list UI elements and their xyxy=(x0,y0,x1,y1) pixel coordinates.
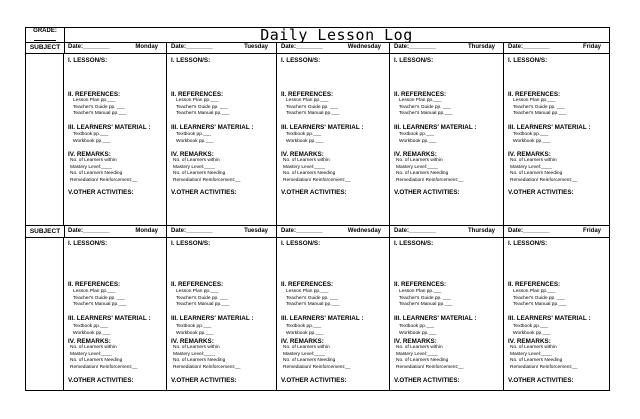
learners-material-heading: III. LEARNERS' MATERIAL : xyxy=(508,315,591,322)
remarks-list[interactable] xyxy=(70,158,137,184)
subject-label: SUBJECT xyxy=(26,226,65,237)
other-activities-heading: V.OTHER ACTIVITIES: xyxy=(508,377,574,384)
remarks-list-item: No. of Learners within xyxy=(396,158,443,163)
references-list-item: Teacher's Guide pp. ___ xyxy=(399,295,451,301)
learners-material-heading: III. LEARNERS' MATERIAL : xyxy=(281,315,364,322)
remarks-list-item: No. of Learners within xyxy=(396,345,443,350)
remarks-list-item: Mastery Level:____ xyxy=(173,351,215,357)
day-columns xyxy=(26,237,609,390)
day-column-friday xyxy=(504,237,609,390)
references-list-item: Teacher's Manual pp.___ xyxy=(513,302,567,307)
remarks-list-item: No. of Learners Needing xyxy=(396,358,449,363)
remarks-list-item: No. of Learners within xyxy=(510,345,557,350)
remarks-heading: IV. REMARKS: xyxy=(281,151,324,158)
references-list-item: Lesson Plan pp.___ xyxy=(399,98,442,103)
references-list-item: Teacher's Manual pp.___ xyxy=(176,111,230,116)
references-list-item: Teacher's Guide pp. ___ xyxy=(513,295,565,301)
remarks-list[interactable] xyxy=(70,345,137,371)
remarks-list[interactable] xyxy=(510,158,577,184)
remarks-heading: IV. REMARKS: xyxy=(508,151,551,158)
week-block-2 xyxy=(26,225,609,391)
remarks-list-item: No. of Learners within xyxy=(173,158,220,163)
date-cell-thursday[interactable] xyxy=(390,42,504,53)
materials-list-item: Workbook pp.___ xyxy=(399,330,437,336)
learners-material-heading: III. LEARNERS' MATERIAL : xyxy=(68,124,151,131)
remarks-list-item: No. of Learners within xyxy=(283,158,330,163)
materials-list-item: Workbook pp.___ xyxy=(513,138,551,144)
remarks-list-item: Mastery Level:____ xyxy=(283,164,325,170)
references-list[interactable] xyxy=(399,289,452,309)
references-list[interactable] xyxy=(399,98,452,118)
materials-list-item: Workbook pp.___ xyxy=(286,138,324,144)
references-list-item: Teacher's Guide pp. ___ xyxy=(176,295,228,301)
references-list[interactable] xyxy=(513,98,566,118)
materials-list-item: Textbook pp.___ xyxy=(399,324,435,329)
remarks-list-item: No. of Learners Needing xyxy=(283,171,336,176)
materials-list[interactable] xyxy=(513,324,551,337)
references-list[interactable] xyxy=(286,98,339,118)
date-cell-thursday[interactable] xyxy=(390,226,504,237)
grade-label: GRADE: xyxy=(33,28,57,34)
remarks-list[interactable] xyxy=(396,158,463,184)
date-cell-wednesday[interactable] xyxy=(277,226,390,237)
remarks-heading: IV. REMARKS: xyxy=(394,151,437,158)
lesson-heading: I. LESSON/S: xyxy=(508,57,548,64)
remarks-list-item: Remediation/ Reinforcement:__ xyxy=(510,364,578,370)
other-activities-heading: V.OTHER ACTIVITIES: xyxy=(171,377,237,384)
date-field-label: Date:________ xyxy=(68,44,110,50)
date-field-label: Date:________ xyxy=(508,228,550,234)
references-list-item: Lesson Plan pp.___ xyxy=(286,289,329,294)
lesson-heading: I. LESSON/S: xyxy=(171,57,211,64)
materials-list-item: Workbook pp.___ xyxy=(73,138,111,144)
remarks-heading: IV. REMARKS: xyxy=(68,151,111,158)
other-activities-heading: V.OTHER ACTIVITIES: xyxy=(508,189,574,196)
remarks-list-item: No. of Learners within xyxy=(70,158,117,163)
references-list[interactable] xyxy=(73,98,126,118)
references-list-item: Lesson Plan pp.___ xyxy=(399,289,442,294)
remarks-list[interactable] xyxy=(510,345,577,371)
references-heading: II. REFERENCES: xyxy=(281,91,334,98)
date-cell-monday[interactable] xyxy=(64,226,167,237)
day-column-thursday xyxy=(390,53,504,225)
references-list[interactable] xyxy=(176,289,229,309)
remarks-heading: IV. REMARKS: xyxy=(171,338,214,345)
day-column-wednesday xyxy=(277,53,390,225)
materials-list-item: Textbook pp.___ xyxy=(513,324,549,329)
references-list-item: Lesson Plan pp.___ xyxy=(176,98,219,103)
references-list-item: Teacher's Manual pp.___ xyxy=(286,111,340,116)
remarks-list-item: Mastery Level:____ xyxy=(173,164,215,170)
remarks-list[interactable] xyxy=(173,158,240,184)
learners-material-heading: III. LEARNERS' MATERIAL : xyxy=(68,315,151,322)
references-heading: II. REFERENCES: xyxy=(171,91,224,98)
other-activities-heading: V.OTHER ACTIVITIES: xyxy=(394,189,460,196)
day-column-tuesday xyxy=(167,53,277,225)
materials-list[interactable] xyxy=(73,324,111,337)
remarks-list-item: Remediation/ Reinforcement:__ xyxy=(396,364,464,370)
day-column-friday xyxy=(504,53,609,225)
lesson-heading: I. LESSON/S: xyxy=(281,57,321,64)
materials-list-item: Workbook pp.___ xyxy=(176,330,214,336)
other-activities-heading: V.OTHER ACTIVITIES: xyxy=(68,377,134,384)
lesson-heading: I. LESSON/S: xyxy=(68,57,108,64)
references-list-item: Teacher's Manual pp.___ xyxy=(73,111,127,116)
materials-list[interactable] xyxy=(176,324,214,337)
learners-material-heading: III. LEARNERS' MATERIAL : xyxy=(281,124,364,131)
references-heading: II. REFERENCES: xyxy=(171,281,224,288)
day-column-monday xyxy=(64,237,167,390)
week-block-1 xyxy=(26,42,609,225)
remarks-list-item: No. of Learners Needing xyxy=(283,358,336,363)
references-heading: II. REFERENCES: xyxy=(394,281,447,288)
date-cell-wednesday[interactable] xyxy=(277,42,390,53)
learners-material-heading: III. LEARNERS' MATERIAL : xyxy=(394,124,477,131)
learners-material-heading: III. LEARNERS' MATERIAL : xyxy=(394,315,477,322)
materials-list[interactable] xyxy=(513,132,551,145)
remarks-list-item: Remediation/ Reinforcement:__ xyxy=(283,364,351,370)
learners-material-heading: III. LEARNERS' MATERIAL : xyxy=(508,124,591,131)
remarks-list-item: No. of Learners within xyxy=(510,158,557,163)
remarks-list-item: No. of Learners Needing xyxy=(173,171,226,176)
day-column-tuesday xyxy=(167,237,277,390)
subject-column[interactable] xyxy=(26,237,64,390)
date-field-label: Date:________ xyxy=(281,228,323,234)
date-field-label: Date:________ xyxy=(394,44,436,50)
references-heading: II. REFERENCES: xyxy=(68,91,121,98)
materials-list[interactable] xyxy=(286,324,324,337)
references-list[interactable] xyxy=(73,289,126,309)
references-list-item: Teacher's Guide pp. ___ xyxy=(513,104,565,110)
materials-list[interactable] xyxy=(399,132,437,145)
date-field-label: Date:________ xyxy=(68,228,110,234)
references-list-item: Lesson Plan pp.___ xyxy=(73,98,116,103)
materials-list-item: Textbook pp.___ xyxy=(286,324,322,329)
day-columns xyxy=(26,53,609,225)
day-name: Wednesday xyxy=(347,44,381,50)
date-cell-friday[interactable] xyxy=(504,42,609,53)
references-list-item: Teacher's Manual pp.___ xyxy=(286,302,340,307)
date-cell-friday[interactable] xyxy=(504,226,609,237)
date-field-label: Date:________ xyxy=(508,44,550,50)
remarks-list-item: No. of Learners Needing xyxy=(510,171,563,176)
day-name: Friday xyxy=(582,44,601,50)
references-list-item: Teacher's Guide pp. ___ xyxy=(73,295,125,301)
day-name: Monday xyxy=(135,228,158,234)
page-title: Daily Lesson Log xyxy=(260,26,413,44)
remarks-list-item: No. of Learners Needing xyxy=(510,358,563,363)
other-activities-heading: V.OTHER ACTIVITIES: xyxy=(394,377,460,384)
references-list-item: Teacher's Guide pp. ___ xyxy=(399,104,451,110)
day-name: Monday xyxy=(135,44,158,50)
references-list-item: Teacher's Manual pp.___ xyxy=(399,111,453,116)
learners-material-heading: III. LEARNERS' MATERIAL : xyxy=(171,124,254,131)
references-heading: II. REFERENCES: xyxy=(68,281,121,288)
materials-list-item: Workbook pp.___ xyxy=(513,330,551,336)
grade-blank xyxy=(34,35,56,41)
day-column-thursday xyxy=(390,237,504,390)
references-list-item: Teacher's Guide pp. ___ xyxy=(73,104,125,110)
date-field-label: Date:________ xyxy=(281,44,323,50)
remarks-list-item: Remediation/ Reinforcement:__ xyxy=(70,364,138,370)
other-activities-heading: V.OTHER ACTIVITIES: xyxy=(171,189,237,196)
day-name: Wednesday xyxy=(347,228,381,234)
references-list-item: Teacher's Manual pp.___ xyxy=(73,302,127,307)
remarks-list[interactable] xyxy=(396,345,463,371)
materials-list-item: Workbook pp.___ xyxy=(73,330,111,336)
remarks-list-item: No. of Learners Needing xyxy=(396,171,449,176)
header-row xyxy=(26,28,609,43)
remarks-list-item: Mastery Level:____ xyxy=(510,351,552,357)
materials-list[interactable] xyxy=(399,324,437,337)
remarks-list-item: Remediation/ Reinforcement:__ xyxy=(283,177,351,183)
remarks-list[interactable] xyxy=(283,158,350,184)
other-activities-heading: V.OTHER ACTIVITIES: xyxy=(281,189,347,196)
references-list[interactable] xyxy=(286,289,339,309)
date-field-label: Date:________ xyxy=(394,228,436,234)
references-list-item: Teacher's Guide pp. ___ xyxy=(286,104,338,110)
day-name: Thursday xyxy=(467,228,495,234)
materials-list-item: Workbook pp.___ xyxy=(176,138,214,144)
references-list-item: Lesson Plan pp.___ xyxy=(513,289,556,294)
remarks-heading: IV. REMARKS: xyxy=(171,151,214,158)
remarks-list-item: Remediation/ Reinforcement:__ xyxy=(396,177,464,183)
day-column-monday xyxy=(64,53,167,225)
lesson-log-sheet xyxy=(25,27,610,391)
grade-cell[interactable] xyxy=(26,28,65,42)
references-list-item: Lesson Plan pp.___ xyxy=(513,98,556,103)
lesson-heading: I. LESSON/S: xyxy=(68,240,108,247)
references-list-item: Lesson Plan pp.___ xyxy=(286,98,329,103)
references-list-item: Teacher's Guide pp. ___ xyxy=(286,295,338,301)
materials-list[interactable] xyxy=(286,132,324,145)
remarks-list-item: Remediation/ Reinforcement:__ xyxy=(173,177,241,183)
date-cell-tuesday[interactable] xyxy=(167,226,277,237)
remarks-heading: IV. REMARKS: xyxy=(394,338,437,345)
remarks-list-item: Remediation/ Reinforcement:__ xyxy=(173,364,241,370)
date-field-label: Date:________ xyxy=(171,228,213,234)
lesson-heading: I. LESSON/S: xyxy=(394,57,434,64)
references-list-item: Lesson Plan pp.___ xyxy=(176,289,219,294)
materials-list-item: Workbook pp.___ xyxy=(399,138,437,144)
remarks-heading: IV. REMARKS: xyxy=(68,338,111,345)
remarks-list-item: No. of Learners within xyxy=(283,345,330,350)
day-column-wednesday xyxy=(277,237,390,390)
remarks-list-item: No. of Learners Needing xyxy=(70,358,123,363)
remarks-heading: IV. REMARKS: xyxy=(281,338,324,345)
lesson-heading: I. LESSON/S: xyxy=(508,240,548,247)
materials-list-item: Textbook pp.___ xyxy=(513,132,549,137)
references-list-item: Teacher's Manual pp.___ xyxy=(399,302,453,307)
remarks-list[interactable] xyxy=(173,345,240,371)
remarks-list-item: No. of Learners within xyxy=(70,345,117,350)
remarks-list-item: Mastery Level:____ xyxy=(70,351,112,357)
remarks-list-item: Mastery Level:____ xyxy=(283,351,325,357)
day-name: Tuesday xyxy=(244,228,268,234)
references-list-item: Teacher's Manual pp.___ xyxy=(513,111,567,116)
materials-list[interactable] xyxy=(176,132,214,145)
materials-list-item: Workbook pp.___ xyxy=(286,330,324,336)
materials-list-item: Textbook pp.___ xyxy=(176,324,212,329)
subject-column[interactable] xyxy=(26,53,64,225)
day-name: Tuesday xyxy=(244,44,268,50)
lesson-heading: I. LESSON/S: xyxy=(281,240,321,247)
remarks-list-item: Remediation/ Reinforcement:__ xyxy=(70,177,138,183)
remarks-list-item: Remediation/ Reinforcement:__ xyxy=(510,177,578,183)
remarks-list-item: Mastery Level:____ xyxy=(396,164,438,170)
references-heading: II. REFERENCES: xyxy=(394,91,447,98)
materials-list-item: Textbook pp.___ xyxy=(176,132,212,137)
remarks-list-item: No. of Learners within xyxy=(173,345,220,350)
remarks-heading: IV. REMARKS: xyxy=(508,338,551,345)
references-list-item: Lesson Plan pp.___ xyxy=(73,289,116,294)
references-list-item: Teacher's Manual pp.___ xyxy=(176,302,230,307)
remarks-list-item: Mastery Level:____ xyxy=(70,164,112,170)
references-heading: II. REFERENCES: xyxy=(508,91,561,98)
materials-list-item: Textbook pp.___ xyxy=(399,132,435,137)
date-cell-monday[interactable] xyxy=(64,42,167,53)
materials-list-item: Textbook pp.___ xyxy=(73,324,109,329)
references-heading: II. REFERENCES: xyxy=(281,281,334,288)
materials-list[interactable] xyxy=(73,132,111,145)
remarks-list-item: Mastery Level:____ xyxy=(396,351,438,357)
references-list[interactable] xyxy=(513,289,566,309)
references-heading: II. REFERENCES: xyxy=(508,281,561,288)
references-list[interactable] xyxy=(176,98,229,118)
materials-list-item: Textbook pp.___ xyxy=(286,132,322,137)
remarks-list-item: Mastery Level:____ xyxy=(510,164,552,170)
lesson-heading: I. LESSON/S: xyxy=(394,240,434,247)
materials-list-item: Textbook pp.___ xyxy=(73,132,109,137)
remarks-list-item: No. of Learners Needing xyxy=(173,358,226,363)
date-cell-tuesday[interactable] xyxy=(167,42,277,53)
lesson-heading: I. LESSON/S: xyxy=(171,240,211,247)
remarks-list-item: No. of Learners Needing xyxy=(70,171,123,176)
other-activities-heading: V.OTHER ACTIVITIES: xyxy=(68,189,134,196)
learners-material-heading: III. LEARNERS' MATERIAL : xyxy=(171,315,254,322)
other-activities-heading: V.OTHER ACTIVITIES: xyxy=(281,377,347,384)
date-field-label: Date:________ xyxy=(171,44,213,50)
day-name: Thursday xyxy=(467,44,495,50)
subject-label: SUBJECT xyxy=(26,42,65,53)
day-name: Friday xyxy=(582,228,601,234)
remarks-list[interactable] xyxy=(283,345,350,371)
references-list-item: Teacher's Guide pp. ___ xyxy=(176,104,228,110)
